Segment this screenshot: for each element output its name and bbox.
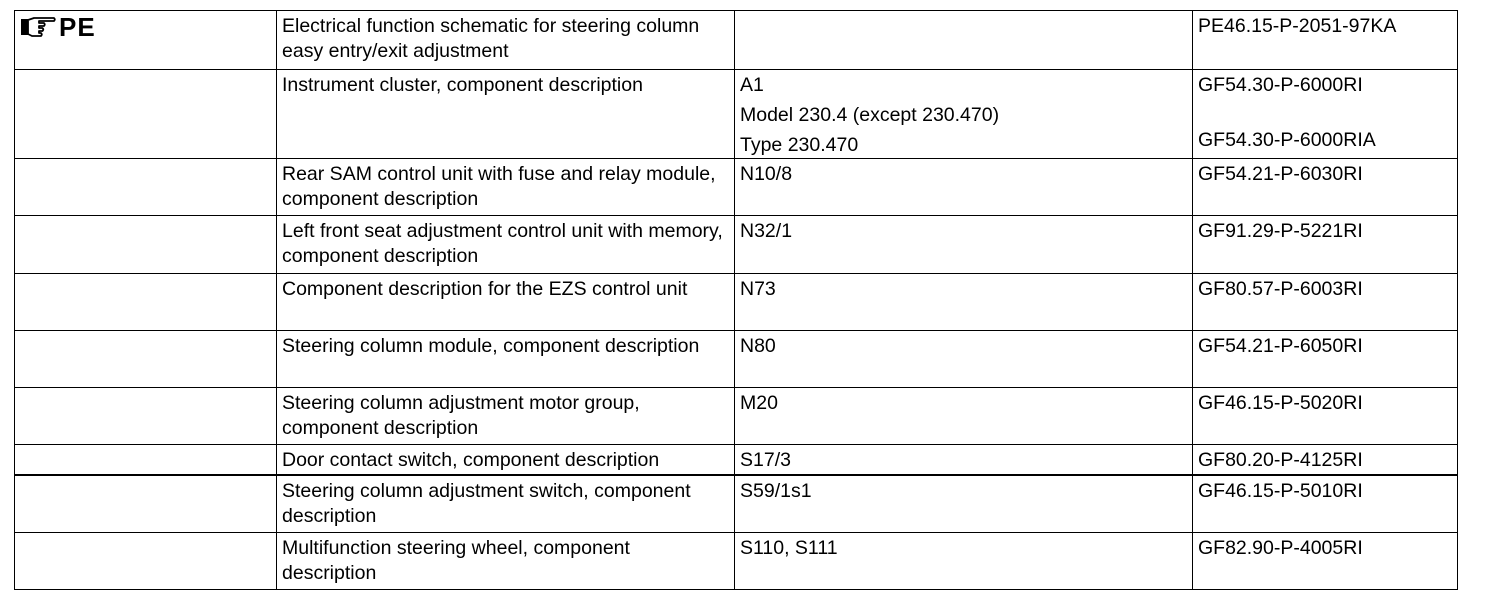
table-row <box>15 216 1458 274</box>
table-row <box>15 475 1458 533</box>
component-cell <box>735 388 1193 445</box>
component-cell <box>735 159 1193 216</box>
document-link[interactable]: GF80.57-P-6003RI <box>1198 278 1363 300</box>
description-text: Left front seat adjustment control unit with memory, component description <box>282 220 723 267</box>
component-text: N73 <box>740 278 776 300</box>
component-cell <box>735 445 1193 475</box>
document-cell <box>1193 533 1458 590</box>
document-link[interactable]: GF80.20-P-4125RI <box>1198 449 1363 471</box>
component-text: N80 <box>740 335 776 357</box>
description-cell <box>277 70 735 159</box>
document-cell <box>1193 216 1458 274</box>
document-cell <box>1193 445 1458 475</box>
marker-cell <box>15 70 277 159</box>
component-cell <box>735 533 1193 590</box>
pointing-hand-icon <box>20 15 56 39</box>
description-text: Multifunction steering wheel, component description <box>282 537 630 584</box>
description-text: Rear SAM control unit with fuse and relay module, component description <box>282 163 716 210</box>
document-cell <box>1193 475 1458 533</box>
pe-label: PE <box>59 12 96 42</box>
component-text: A1 <box>740 74 764 96</box>
component-cell <box>735 70 1193 159</box>
document-link[interactable]: GF46.15-P-5020RI <box>1198 392 1363 414</box>
description-text: Door contact switch, component description <box>282 449 660 471</box>
description-cell <box>277 388 735 445</box>
component-note: Type 230.470 <box>740 134 859 156</box>
document-link[interactable]: GF91.29-P-5221RI <box>1198 220 1363 242</box>
document-link[interactable]: GF46.15-P-5010RI <box>1198 479 1363 502</box>
component-cell <box>735 274 1193 331</box>
component-text: N10/8 <box>740 163 793 185</box>
table-row <box>15 331 1458 388</box>
description-cell <box>277 445 735 475</box>
marker-cell <box>15 216 277 274</box>
reference-table <box>14 10 1458 590</box>
table-row <box>15 533 1458 590</box>
document-cell <box>1193 274 1458 331</box>
description-text: Instrument cluster, component description <box>282 74 643 96</box>
document-cell <box>1193 159 1458 216</box>
description-text: Component description for the EZS control unit <box>282 278 688 300</box>
component-text: M20 <box>740 392 778 414</box>
document-link-alt[interactable]: GF54.30-P-6000RIA <box>1198 129 1376 151</box>
marker-cell <box>15 274 277 331</box>
document-cell <box>1193 11 1458 70</box>
component-cell <box>735 216 1193 274</box>
component-text: S59/1s1 <box>740 479 812 502</box>
description-cell <box>277 11 735 70</box>
table-row <box>15 388 1458 445</box>
marker-cell <box>15 11 277 70</box>
document-link[interactable]: GF82.90-P-4005RI <box>1198 537 1363 559</box>
table-row <box>15 159 1458 216</box>
description-cell <box>277 475 735 533</box>
description-text: Steering column module, component description <box>282 335 700 357</box>
component-note: Model 230.4 (except 230.470) <box>740 104 1000 126</box>
document-cell <box>1193 331 1458 388</box>
component-text: N32/1 <box>740 220 793 242</box>
description-cell <box>277 331 735 388</box>
document-link[interactable]: GF54.21-P-6050RI <box>1198 335 1363 357</box>
description-cell <box>277 159 735 216</box>
marker-cell <box>15 331 277 388</box>
document-link[interactable]: GF54.30-P-6000RI <box>1198 74 1363 96</box>
pe-badge <box>20 14 96 40</box>
component-cell <box>735 11 1193 70</box>
description-text: Steering column adjustment switch, component description <box>282 479 691 527</box>
description-text: Electrical function schematic for steering column easy entry/exit adjustment <box>282 15 700 62</box>
marker-cell <box>15 388 277 445</box>
marker-cell <box>15 445 277 475</box>
component-text: S110, S111 <box>740 537 838 559</box>
table-row <box>15 445 1458 475</box>
marker-cell <box>15 533 277 590</box>
marker-cell <box>15 159 277 216</box>
description-text: Steering column adjustment motor group, component description <box>282 392 640 439</box>
document-cell <box>1193 388 1458 445</box>
document-cell <box>1193 70 1458 159</box>
document-link[interactable]: PE46.15-P-2051-97KA <box>1198 15 1397 37</box>
marker-cell <box>15 475 277 533</box>
description-cell <box>277 274 735 331</box>
component-text: S17/3 <box>740 449 791 471</box>
description-cell <box>277 216 735 274</box>
component-cell <box>735 331 1193 388</box>
table-row <box>15 274 1458 331</box>
table-row <box>15 11 1458 70</box>
document-link[interactable]: GF54.21-P-6030RI <box>1198 163 1363 185</box>
table-row <box>15 70 1458 159</box>
component-cell <box>735 475 1193 533</box>
description-cell <box>277 533 735 590</box>
